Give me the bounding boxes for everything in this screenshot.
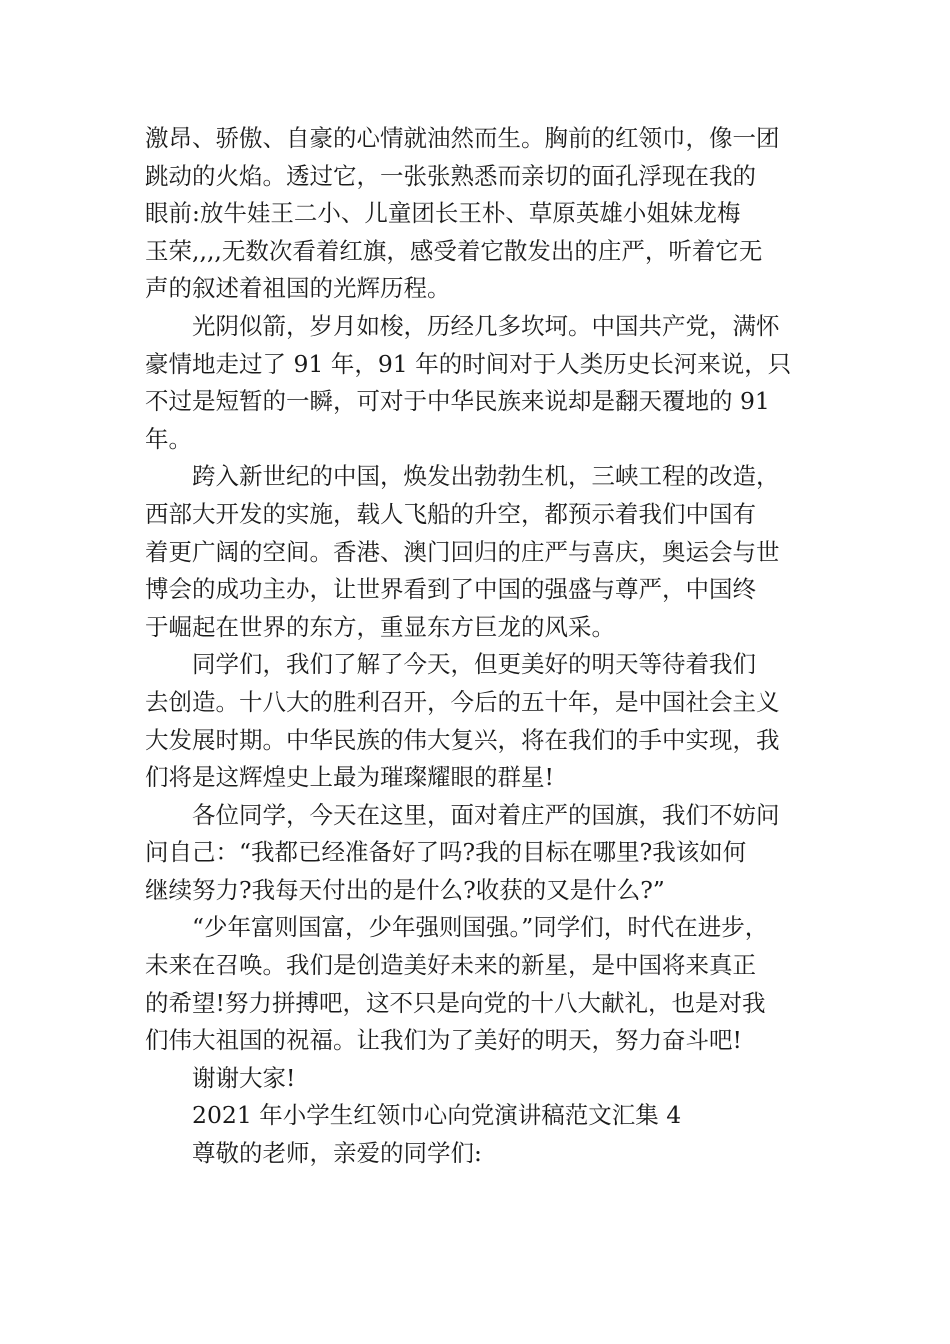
paragraph — [145, 458, 825, 646]
text-line: 光阴似箭，岁月如梭，历经几多坎坷。中国共产党，满怀 — [192, 311, 780, 340]
text-line: 不过是短暂的一瞬，可对于中华民族来说却是翻天覆地的 91 — [145, 387, 770, 416]
text-line: 眼前:放牛娃王二小、儿童团长王朴、草原英雄小姐妹龙梅 — [145, 199, 741, 228]
paragraph — [145, 308, 825, 458]
document-body — [145, 120, 825, 1173]
text-line: 年。 — [145, 424, 192, 453]
text-line: 博会的成功主办，让世界看到了中国的强盛与尊严，中国终 — [145, 575, 756, 604]
text-line: 豪情地走过了 91 年，91 年的时间对于人类历史长河来说，只 — [145, 349, 792, 378]
paragraph — [145, 797, 825, 910]
text-line: 声的叙述着祖国的光辉历程。 — [145, 274, 451, 303]
paragraph — [145, 909, 825, 1059]
text-line: 着更广阔的空间。香港、澳门回归的庄严与喜庆，奥运会与世 — [145, 537, 780, 566]
paragraph — [145, 1097, 825, 1135]
text-line: 跨入新世纪的中国，焕发出勃勃生机，三峡工程的改造， — [192, 462, 780, 491]
text-line: 于崛起在世界的东方，重显东方巨龙的风采。 — [145, 612, 615, 641]
paragraph — [145, 646, 825, 796]
text-line: 的希望!努力拼搏吧，这不只是向党的十八大献礼，也是对我 — [145, 988, 766, 1017]
text-line: 谢谢大家! — [192, 1063, 296, 1092]
text-line: 继续努力?我每天付出的是什么?收获的又是什么?” — [145, 875, 665, 904]
text-line: 未来在召唤。我们是创造美好未来的新星，是中国将来真正 — [145, 951, 756, 980]
text-line: 西部大开发的实施，载人飞船的升空，都预示着我们中国有 — [145, 499, 756, 528]
text-line: 玉荣,,,,无数次看着红旗，感受着它散发出的庄严，听着它无 — [145, 236, 763, 265]
text-line: 们将是这辉煌史上最为璀璨耀眼的群星! — [145, 763, 554, 792]
text-line: 们伟大祖国的祝福。让我们为了美好的明天，努力奋斗吧! — [145, 1026, 742, 1055]
text-line: 大发展时期。中华民族的伟大复兴，将在我们的手中实现，我 — [145, 725, 780, 754]
text-line: “少年富则国富，少年强则国强。”同学们，时代在进步， — [192, 913, 769, 942]
paragraph — [145, 1060, 825, 1098]
text-line: 激昂、骄傲、自豪的心情就油然而生。胸前的红领巾，像一团 — [145, 124, 780, 152]
paragraph — [145, 120, 825, 308]
paragraph — [145, 1135, 825, 1173]
text-line: 2021 年小学生红领巾心向党演讲稿范文汇集 4 — [192, 1101, 682, 1130]
text-line: 各位同学，今天在这里，面对着庄严的国旗，我们不妨问 — [192, 800, 780, 829]
text-line: 同学们，我们了解了今天，但更美好的明天等待着我们 — [192, 650, 756, 679]
text-line: 尊敬的老师，亲爱的同学们: — [192, 1139, 482, 1168]
text-line: 跳动的火焰。透过它，一张张熟悉而亲切的面孔浮现在我的 — [145, 161, 756, 190]
text-line: 去创造。十八大的胜利召开，今后的五十年，是中国社会主义 — [145, 687, 780, 716]
text-line: 问自己：“我都已经准备好了吗?我的目标在哪里?我该如何 — [145, 838, 747, 867]
